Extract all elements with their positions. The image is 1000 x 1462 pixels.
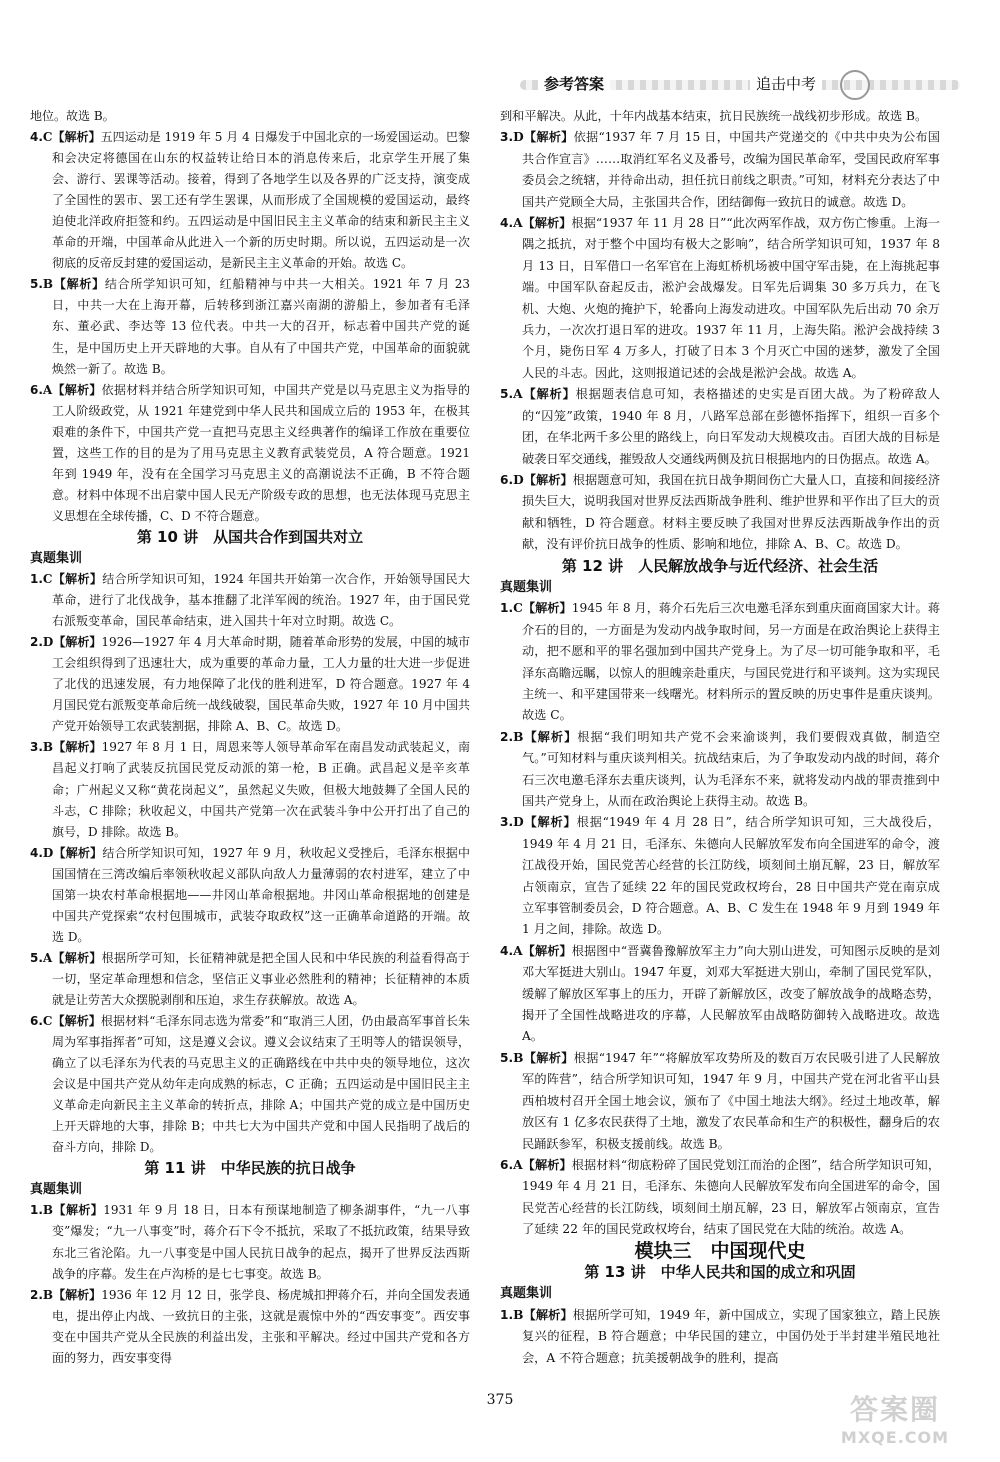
answer-number: 3. — [500, 815, 514, 830]
answer-item — [30, 843, 470, 948]
answer-item — [30, 380, 470, 527]
answer-item — [500, 598, 940, 726]
answer-choice: B — [42, 277, 54, 292]
analysis-tag: 【解析】 — [523, 729, 578, 744]
answer-choice: B — [513, 729, 524, 744]
answer-text: 根据所学可知，长征精神就是把全国人民和中华民族的利益看得高于一切，坚定革命理想和信念，坚信正义事业必然胜利的精神；长征精神的本质就是让劳苦大众摆脱剥削和压迫，求生存获解放。故选 A。 — [52, 950, 470, 1007]
answer-text: 1927 年 8 月 1 日，周恩来等人领导革命军在南昌发动武装起义，南昌起义打响了武装反抗国民党反动派的第一枪，B 正确。武昌起义是辛亥革命；广州起义又称“黄花岗起义”，虽然起义失败，但极大地鼓舞了全国人民的斗志，C 排除；秋收起义，中国共产党第一次在武装斗争中公开打出了自己的旗号，D 排除。故选 B。 — [52, 740, 470, 839]
answer-choice: B — [513, 1307, 524, 1322]
answer-text: 结合所学知识可知，红船精神与中共一大相关。1921 年 7 月 23 日，中共一大在上海开幕，后转移到浙江嘉兴南湖的游船上，参加者有毛泽东、董必武、李达等 13 位代表。中共一大的召开，标志着中国共产党的诞生，是中国历史上开天辟地的大事。自从有了中国共产党，中国革命的面貌就焕然一新了。故选 B。 — [52, 277, 470, 376]
analysis-tag: 【解析】 — [522, 601, 572, 616]
answer-item — [30, 1011, 470, 1158]
answer-choice: B — [42, 740, 54, 755]
answer-number: 4. — [500, 216, 514, 231]
answer-number: 5. — [30, 950, 43, 965]
answer-number: 1. — [30, 1203, 43, 1218]
answer-text: 根据“我们明知共产党不会来渝谈判，我们要假戏真做，制造空气。”可知材料与重庆谈判相关。抗战结束后，为了争取发动内战的时间，蒋介石三次电邀毛泽东去重庆谈判，认为毛泽东不来，就将发动内战的罪责推到中国共产党身上，从而在政治舆论上获得主动。故选 B。 — [522, 729, 941, 808]
answer-choice: D — [42, 845, 54, 860]
answer-item — [30, 1285, 470, 1369]
analysis-tag: 【解析】 — [53, 1203, 104, 1218]
answer-choice: D — [513, 472, 524, 487]
answer-item — [30, 569, 470, 632]
answer-item — [30, 127, 470, 274]
analysis-tag: 【解析】 — [53, 635, 102, 650]
answer-text: 依据“1937 年 7 月 15 日，中国共产党递交的《中共中央为公布国共合作宣言》……取消红军名义及番号，改编为国民革命军，受国民政府军事委员会之统辖，并待命出动，担任抗日前线之职责。”可知，材料充分表达了中国共产党顾全大局，主张国共合作，团结御侮一致抗日的诚意。故选 D。 — [522, 130, 940, 209]
analysis-tag: 【解析】 — [52, 1014, 101, 1029]
analysis-tag: 【解析】 — [523, 1050, 574, 1065]
section-subheading: 真题集训 — [500, 579, 553, 595]
analysis-tag: 【解析】 — [523, 472, 573, 487]
answer-item — [500, 384, 940, 470]
analysis-tag: 【解析】 — [523, 1307, 573, 1322]
answer-item — [500, 1048, 940, 1155]
analysis-tag: 【解析】 — [53, 1287, 102, 1302]
lecture-heading: 第 13 讲 中华人民共和国的成立和巩固 — [584, 1262, 856, 1281]
answer-number: 6. — [500, 472, 514, 487]
header-title: 参考答案 — [538, 73, 610, 94]
answer-item — [500, 812, 940, 940]
answer-text: 根据“1947 年”“将解放军攻势所及的数百万农民吸引进了人民解放军的阵营”，结合所学知识可知，1947 年 9 月，中国共产党在河北省平山县西柏坡村召开全国土地会议，颁布了《中国土地法大纲》。经过土地改革，解放区有 1 亿多农民获得了土地，激发了农民革命和生产的积极性，翻身后的农民踊跃参军，积极支援前线。故选 B。 — [522, 1050, 940, 1151]
answer-item — [30, 948, 470, 1011]
answer-text: 1936 年 12 月 12 日，张学良、杨虎城扣押蒋介石，并向全国发表通电，提出停止内战、一致抗日的主张，这就是震惊中外的“西安事变”。西安事变在中国共产党从全民族的利益出发，主张和平解决。经过中国共产党和各方面的努力，西安事变得 — [52, 1287, 470, 1365]
answer-text: 结合所学知识可知，1924 年国共开始第一次合作，开始领导国民大革命，进行了北伐战争，基本推翻了北洋军阀的统治。1927 年，由于国民党右派叛变革命，国民革命结束，进入国共十年对立时期。故选 C。 — [52, 572, 470, 629]
analysis-tag: 【解析】 — [523, 130, 574, 145]
analysis-tag: 【解析】 — [53, 740, 102, 755]
answer-text: 根据图中“晋冀鲁豫解放军主力”向大别山进发，可知图示反映的是刘邓大军挺进大别山。1947 年夏，刘邓大军挺进大别山，牵制了国民党军队，缓解了解放区军事上的压力，开辟了新解放区，改变了解放战争的战略态势，揭开了全国性战略进攻的序幕，人民解放军由战略防御转入战略进攻。故选 A。 — [522, 943, 941, 1044]
answer-item — [500, 127, 940, 213]
page-header — [480, 70, 1000, 100]
answer-number: 3. — [500, 130, 514, 145]
continued-text: 地位。故选 B。 — [30, 109, 115, 123]
answer-choice: C — [42, 130, 53, 145]
answer-item — [500, 213, 940, 384]
answer-number: 4. — [30, 845, 43, 860]
answer-choice: D — [513, 130, 524, 145]
answer-choice: A — [42, 382, 53, 397]
answer-choice: C — [42, 572, 53, 587]
analysis-tag: 【解析】 — [522, 387, 576, 402]
answer-number: 6. — [30, 382, 43, 397]
analysis-tag: 【解析】 — [522, 1157, 572, 1172]
lecture-heading: 第 10 讲 从国共合作到国共对立 — [136, 527, 364, 546]
analysis-tag: 【解析】 — [523, 815, 577, 830]
lecture-heading: 第 12 讲 人民解放战争与近代经济、社会生活 — [561, 556, 879, 575]
watermark-text: 答案圈 — [849, 1393, 940, 1426]
right-column — [500, 106, 940, 1369]
section-subheading: 真题集训 — [500, 1286, 553, 1302]
answer-text: 根据“1937 年 11 月 28 日”“此次两军作战，双方伤亡惨重。上海一隅之抵抗，对于整个中国均有极大之影响”，结合所学知识可知，1937 年 8 月 13 日，日军借口一名军官在上海虹桥机场被中国守军击毙，在上海挑起事端。中国军队奋起反击，淞沪会战爆发。日军先后调集 30 多万兵力，在飞机、大炮、火炮的掩护下，轮番向上海发动进攻。中国军队先后出动 70 余万兵力，一次次打退日军的进攻。1937 年 11 月，上海失陷。淞沪会战持续 3 个月，毙伤日军 4 万多人，打破了日本 3 个月灭亡中国的迷梦，激发了全国人民的斗志。因此，这则报道记述的会战是淞沪会战。故选 A。 — [522, 216, 940, 380]
answer-number: 6. — [30, 1014, 43, 1029]
lecture-heading: 第 11 讲 中华民族的抗日战争 — [144, 1159, 356, 1178]
answer-number: 5. — [30, 277, 43, 292]
answer-number: 2. — [30, 1287, 43, 1302]
answer-text: 根据题意可知，我国在抗日战争期间伤亡大量人口，直接和间接经济损失巨大，说明我国对世界反法西斯战争胜利、维护世界和平作出了巨大的贡献和牺牲，D 符合题意。材料主要反映了我国对世界反法西斯战争作出的贡献，没有评价抗日战争的性质、影响和地位，排除 A、B、C。故选 D。 — [522, 472, 941, 552]
answer-number: 3. — [30, 740, 43, 755]
answer-number: 6. — [500, 1157, 514, 1172]
answer-choice: A — [513, 1157, 523, 1172]
answer-item — [30, 274, 470, 379]
answer-choice: A — [42, 950, 53, 965]
answer-number: 1. — [30, 572, 43, 587]
answer-choice: B — [42, 1287, 54, 1302]
answer-item — [30, 737, 470, 842]
analysis-tag: 【解析】 — [53, 845, 103, 860]
left-column — [30, 106, 470, 1369]
answer-number: 4. — [30, 130, 43, 145]
answer-number: 2. — [30, 635, 43, 650]
answer-text: 根据材料“彻底粉碎了国民党划江而治的企图”，结合所学知识可知，1949 年 4 月 21 日，毛泽东、朱德向人民解放军发布向全国进军的命令，国民党苦心经营的长江防线，顷刻间土崩瓦解，23 日，解放军占领南京，宣告了延续 22 年的国民党政权垮台，结束了国民党在大陆的统治。故选 A。 — [522, 1157, 941, 1237]
answer-choice: D — [513, 815, 524, 830]
continued-text: 到和平解决。从此，十年内战基本结束，抗日民族统一战线初步形成。故选 B。 — [500, 109, 928, 123]
answer-text: 根据“1949 年 4 月 28 日”，结合所学知识可知，三大战役后，1949 年 4 月 21 日，毛泽东、朱德向人民解放军发布向全国进军的命令，渡江战役开始，国民党苦心经营的长江防线，顷刻间土崩瓦解，23 日，解放军占领南京，宣告了延续 22 年的国民党政权垮台，28 日中国共产党在南京成立军事管制委员会，D 符合题意。A、B、C 发生在 1948 年 9 月到 1949 年 1 月之间，排除。故选 D。 — [522, 815, 940, 937]
answer-number: 4. — [500, 943, 514, 958]
answer-number: 2. — [500, 729, 514, 744]
answer-text: 1931 年 9 月 18 日，日本有预谋地制造了柳条湖事件，“九一八事变”爆发；“九一八事变”时，蒋介石下令不抵抗，采取了不抵抗政策，结果导致东北三省沦陷。九一八事变是中国人民抗日战争的起点，揭开了世界反法西斯战争的序幕。发生在卢沟桥的是七七事变。故选 B。 — [52, 1203, 470, 1281]
answer-text: 1945 年 8 月，蒋介石先后三次电邀毛泽东到重庆面商国家大计。蒋介石的目的，一方面是为发动内战争取时间，另一方面是在政治舆论上获得主动，把不愿和平的罪名强加到中国共产党身上。为了尽一切可能争取和平，毛泽东高瞻远瞩，以惊人的胆魄亲赴重庆，与国民党进行和平谈判。这为实现民主统一、和平建国带来一线曙光。材料所示的置反映的历史事件是重庆谈判。故选 C。 — [522, 601, 941, 723]
analysis-tag: 【解析】 — [522, 943, 572, 958]
answer-choice: A — [513, 943, 523, 958]
answer-text: 依据材料并结合所学知识可知，中国共产党是以马克思主义为指导的工人阶级政党，从 1921 年建党到中华人民共和国成立后的 1953 年，在极其艰难的条件下，中国共产党一直把马克思主义经典著作的编译工作放在重要位置，这些工作的目的是为了用马克思主义教育武装党员，A 符合题意。1921 年到 1949 年，没有在全国学习马克思主义的高潮说法不正确，B 不符合题意。材料中体现不出启蒙中国人民无产阶级专政的思想，也无法体现马克思主义思想在全球传播，C、D 不符合题意。 — [52, 382, 470, 523]
answer-item — [500, 941, 940, 1048]
section-subheading: 真题集训 — [30, 1182, 83, 1198]
answer-number: 1. — [500, 1307, 514, 1322]
section-subheading: 真题集训 — [30, 550, 83, 566]
answer-number: 1. — [500, 601, 514, 616]
answer-choice: A — [513, 387, 523, 402]
answer-item — [500, 1155, 940, 1241]
answer-item — [500, 1305, 940, 1369]
analysis-tag: 【解析】 — [53, 277, 105, 292]
analysis-tag: 【解析】 — [52, 382, 102, 397]
watermark-logo — [810, 1392, 980, 1452]
answer-item — [500, 470, 940, 556]
watermark-url: MXQE.COM — [840, 1428, 950, 1447]
analysis-tag: 【解析】 — [52, 950, 102, 965]
module-heading: 模块三 中国现代史 — [634, 1239, 806, 1262]
analysis-tag: 【解析】 — [52, 572, 103, 587]
header-book-title: 追击中考 — [750, 73, 822, 94]
answer-text: 结合所学知识可知，1927 年 9 月，秋收起义受挫后，毛泽东根据中国国情在三湾改编后率领秋收起义部队向敌人力量薄弱的农村进军，建立了中国第一块农村革命根据地——井冈山革命根据地。井冈山革命根据地的创建是中国共产党探索“农村包围城市，武装夺取政权”这一正确革命道路的开端。故选 D。 — [52, 845, 470, 944]
answer-choice: B — [42, 1203, 54, 1218]
answer-choice: C — [513, 601, 523, 616]
answer-text: 根据所学可知，1949 年，新中国成立，实现了国家独立，踏上民族复兴的征程，B 符合题意；中华民国的建立，中国仍处于半封建半殖民地社会，A 不符合题意；抗美援朝战争的胜利，提高 — [522, 1307, 941, 1365]
answer-text: 根据材料“毛泽东同志选为常委”和“取消三人团，仍由最高军事首长朱周为军事指挥者”可知，这是遵义会议。遵义会议结束了王明等人的错误领导，确立了以毛泽东为代表的马克思主义的正确路线在中共中央的领导地位，这次会议是中国共产党从幼年走向成熟的标志，C 正确；五四运动是中国旧民主主义革命走向新民主主义革命的转折点，排除 A；中国共产党的成立是中国历史上开天辟地的大事，排除 B；中共七大为中国共产党和中国人民指明了战后的奋斗方向，排除 D。 — [52, 1014, 470, 1155]
answer-text: 1926—1927 年 4 月大革命时期，随着革命形势的发展，中国的城市工会组织得到了迅速壮大，成为重要的革命力量，工人力量的壮大进一步促进了北伐的迅速发展，有力地保障了北伐的胜利进军，D 符合题意。1927 年 4 月国民党右派叛变革命后统一战线破裂，国民革命失败，1927 年 10 月中国共产党开始领导工农武装割据，排除 A、B、C。故选 D。 — [52, 635, 470, 734]
answer-item — [30, 1200, 470, 1284]
analysis-tag: 【解析】 — [522, 216, 572, 231]
answer-text: 根据题表信息可知，表格描述的史实是百团大战。为了粉碎敌人的“囚笼”政策，1940 年 8 月，八路军总部在彭德怀指挥下，组织一百多个团，在华北两千多公里的路线上，向日军发动大规模攻击。百团大战的目标是破袭日军交通线，摧毁敌人交通线两侧及抗日根据地内的日伪据点。故选 A。 — [522, 387, 941, 466]
answer-choice: D — [42, 635, 54, 650]
header-swirl-icon — [840, 70, 870, 100]
answer-choice: A — [513, 216, 523, 231]
answer-choice: C — [42, 1014, 53, 1029]
answer-number: 5. — [500, 387, 514, 402]
answer-item — [30, 632, 470, 737]
answer-number: 5. — [500, 1050, 514, 1065]
answer-item — [500, 727, 940, 813]
page-number: 375 — [486, 1392, 514, 1408]
analysis-tag: 【解析】 — [52, 130, 101, 145]
answer-choice: B — [513, 1050, 524, 1065]
answer-text: 五四运动是 1919 年 5 月 4 日爆发于中国北京的一场爱国运动。巴黎和会决定将德国在山东的权益转让给日本的消息传来后，北京学生开展了集会、游行、罢课等活动。接着，得到了各地学生以及各界的广泛支持，演变成了全国性的罢市、罢工还有学生罢课，从而形成了全国规模的爱国运动，最终迫使北洋政府拒签和约。五四运动是中国旧民主主义革命的结束和新民主主义革命的开端，中国革命从此进入一个新的历史时期。所以说，五四运动是一次彻底的反帝反封建的爱国运动，是新民主主义革命的开始。故选 C。 — [52, 130, 470, 271]
